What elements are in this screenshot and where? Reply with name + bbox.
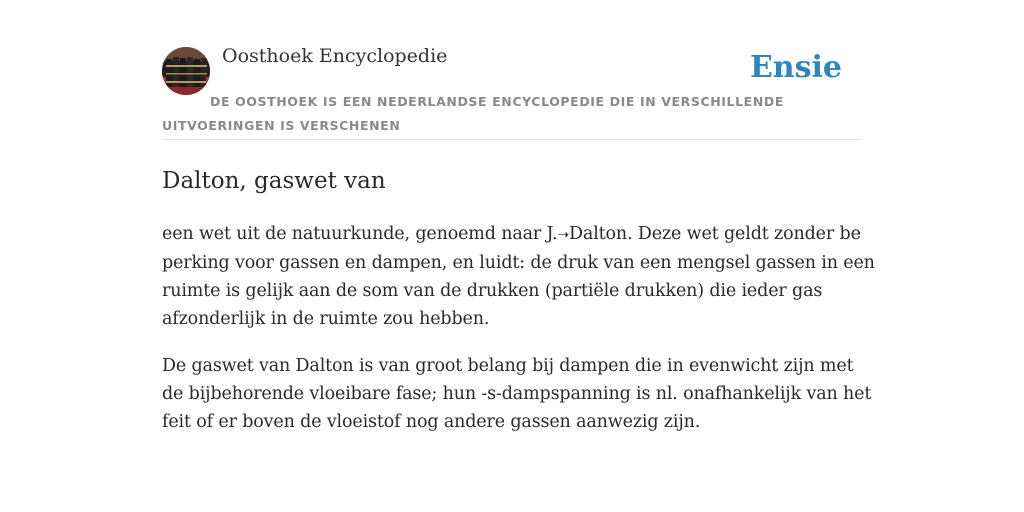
article-paragraph-2 [162,352,872,436]
source-tagline: DE OOSTHOEK IS EEN NEDERLANDSE ENCYCLOPEDIE DIE IN VERSCHILLENDE UITVOERINGEN IS VERSCHENEN [162,94,784,133]
paragraph-line: perking voor gassen en dampen, en luidt: de druk van een mengsel gassen in een [162,253,875,273]
link-arrow-icon: ➝ [557,227,570,243]
source-name[interactable]: Oosthoek Encyclopedie [222,45,448,67]
source-header [162,44,862,140]
source-avatar[interactable] [162,47,210,95]
encyclopedia-books-icon [162,47,210,95]
paragraph-line: de bijbehorende vloeibare fase; hun -s-dampspanning is nl. onafhankelijk van het [162,384,872,404]
paragraph-line: afzonderlijk in de ruimte zou hebben. [162,309,490,329]
article-paragraph-1 [162,220,875,333]
paragraph-line [162,220,862,249]
dalton-link[interactable]: Dalton [569,224,628,244]
paragraph-line: ruimte is gelijk aan de som van de drukken (partiële drukken) die ieder gas [162,281,823,301]
text-segment: . Deze wet geldt zonder be [627,224,861,244]
article-card [162,44,875,436]
paragraph-line: De gaswet van Dalton is van groot belang bij dampen die in evenwicht zijn met [162,356,854,376]
article-title: Dalton, gaswet van [162,168,386,194]
brand-logo[interactable]: Ensie [749,50,842,85]
text-segment: een wet uit de natuurkunde, genoemd naar J. [162,224,558,244]
paragraph-line: feit of er boven de vloeistof nog andere gassen aanwezig zijn. [162,412,701,432]
